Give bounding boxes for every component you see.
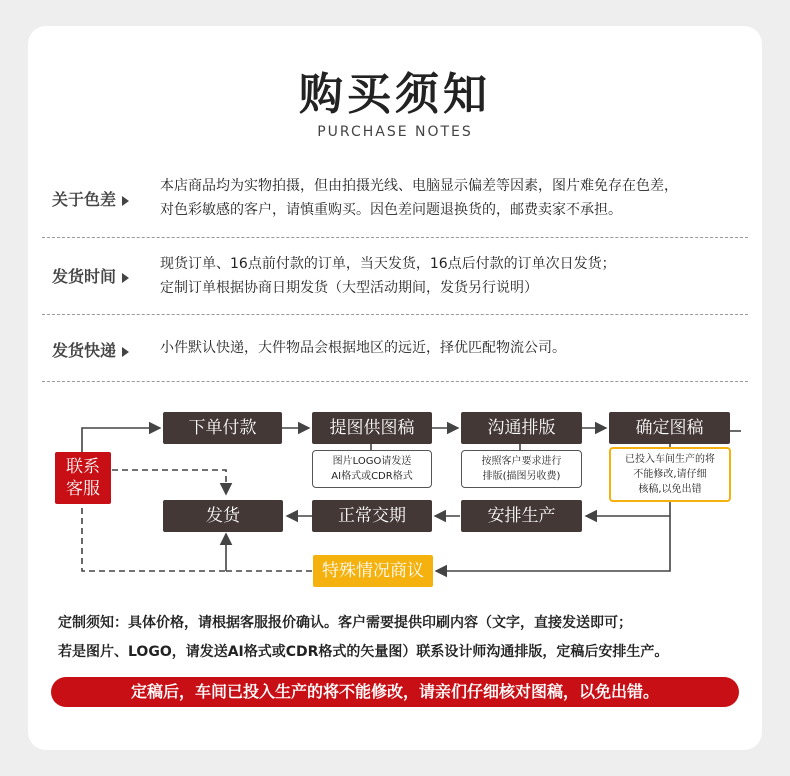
note-layout-fee xyxy=(461,450,582,488)
step-order-payment: 下单付款 xyxy=(163,412,282,444)
note-line: 现货订单、16点前付款的订单，当天发货，16点后付款的订单次日发货； xyxy=(160,256,616,272)
contact-line: 客服 xyxy=(66,479,100,499)
note-line: 对色彩敏感的客户，请慎重购买。因色差问题退换货的，邮费卖家不承担。 xyxy=(160,202,622,218)
warning-banner: 定稿后，车间已投入生产的将不能修改，请亲们仔细核对图稿，以免出错。 xyxy=(51,677,739,707)
note-label-courier: 发货快递 xyxy=(52,338,129,361)
step-shipping: 发货 xyxy=(163,500,283,532)
step-layout-discussion: 沟通排版 xyxy=(461,412,582,444)
custom-notice-line-2: 若是图片、LOGO，请发送AI格式或CDR格式的矢量图）联系设计师沟通排版，定稿后安排生产。 xyxy=(58,644,669,660)
note-line: 小件默认快递，大件物品会根据地区的远近，择优匹配物流公司。 xyxy=(160,340,566,356)
step-confirm-artwork: 确定图稿 xyxy=(609,412,730,444)
note-no-modification xyxy=(609,447,731,502)
note-line: 已投入车间生产的将 xyxy=(625,454,715,465)
note-line: 图片LOGO请发送 xyxy=(332,456,412,467)
page-subtitle: PURCHASE NOTES xyxy=(317,124,473,140)
note-line: 定制订单根据协商日期发货（大型活动期间，发货另行说明） xyxy=(160,280,538,296)
note-label-shipping-time: 发货时间 xyxy=(52,264,129,287)
page-title: 购买须知 xyxy=(299,69,491,120)
note-line: 本店商品均为实物拍摄，但由拍摄光线、电脑显示偏差等因素，图片难免存在色差， xyxy=(160,178,678,194)
note-line: AI格式或CDR格式 xyxy=(331,471,413,482)
note-line: 按照客户要求进行 xyxy=(481,456,562,467)
note-line: 核稿,以免出错 xyxy=(638,484,702,495)
step-arrange-production: 安排生产 xyxy=(461,500,582,532)
note-label-color-difference: 关于色差 xyxy=(52,187,129,210)
custom-notice-line-1: 定制须知：具体价格，请根据客服报价确认。客户需要提供印刷内容（文字，直接发送即可； xyxy=(58,615,632,631)
step-normal-delivery: 正常交期 xyxy=(312,500,432,532)
contact-service-box[interactable] xyxy=(55,452,111,504)
note-artwork-format xyxy=(312,450,432,488)
note-line: 不能修改,请仔细 xyxy=(633,469,707,480)
contact-line: 联系 xyxy=(66,457,100,477)
step-provide-artwork: 提图供图稿 xyxy=(312,412,432,444)
special-case-box: 特殊情况商议 xyxy=(313,555,433,587)
note-line: 排版(描图另收费) xyxy=(482,471,561,482)
